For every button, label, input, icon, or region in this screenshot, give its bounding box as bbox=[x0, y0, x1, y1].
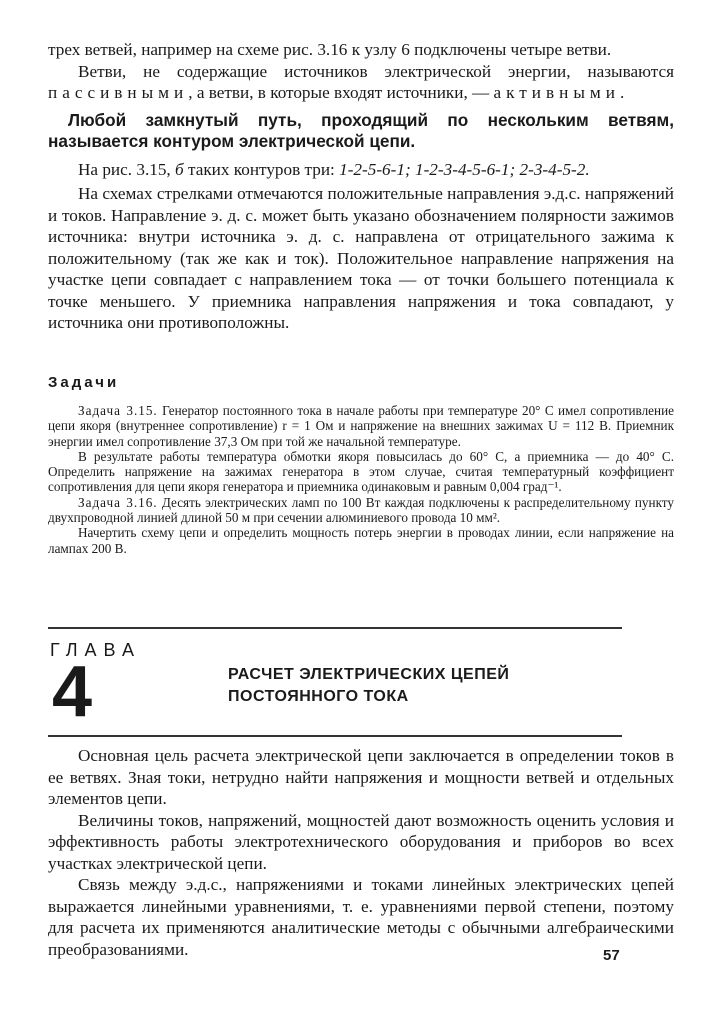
spaced-term: пассивными bbox=[48, 83, 189, 102]
paragraph: Величины токов, напряжений, мощностей дают возможность оценить условия и эффективность работы электротехнического оборудования и приборов во всех участках электрической цепи. bbox=[48, 810, 674, 873]
definition: Любой замкнутый путь, проходящий по нескольким ветвям, называется контуром электрической цепи. bbox=[48, 109, 674, 151]
text: Десять электрических ламп по 100 Вт каждая подключены к распределительному пункту двухпроводной линией длиной 50 м при сечении алюминиевого провода 10 мм². bbox=[48, 494, 674, 526]
task-label: Задача 3.16. bbox=[78, 494, 158, 510]
chapter-body bbox=[48, 745, 674, 960]
text: Генератор постоянного тока в начале работы при температуре 20° С имел сопротивление цепи якоря (внутреннее сопротивление) r = 1 Ом и напряжение на внешних зажимах U = 112 В. Приемник энергии имел сопротивление 37,3 Ом при той же начальной температуре. bbox=[48, 403, 674, 449]
paragraph: Основная цель расчета электрической цепи заключается в определении токов в ее ветвях. Зная токи, нетрудно найти напряжения и мощности ветвей и отдельных элементов цепи. bbox=[48, 746, 674, 808]
paragraph: Связь между э.д.с., напряжениями и токами линейных электрических цепей выражается линейными уравнениями, т. е. уравнениями первой степени, поэтому для расчета их применяются аналитические методы с обычными алгебраическими преобразованиями. bbox=[48, 875, 674, 959]
text: таких контуров три: bbox=[183, 159, 340, 179]
task-label: Задача 3.15. bbox=[78, 403, 158, 418]
chapter-number: 4 bbox=[52, 652, 93, 732]
paragraph: На схемах стрелками отмечаются положительные направления э.д.с. напряжений и токов. Направление э. д. с. может быть указано обозначением полярности зажимов источника: внутри источника э. д. с. направлена от отрицательного зажима к положительному (так же как и ток). Положительное направление напряжения на участке цепи совпадает с направлением тока — от точки большего потенциала к точке меньшего. У приемника направления напряжения и тока совпадают, у источника они противоположны. bbox=[48, 184, 674, 332]
chapter-title bbox=[228, 664, 509, 708]
paragraph: трех ветвей, например на схеме рис. 3.16 к узлу 6 подключены четыре ветви. bbox=[48, 40, 612, 59]
chapter-title-line: РАСЧЕТ ЭЛЕКТРИЧЕСКИХ ЦЕПЕЙ bbox=[228, 666, 510, 683]
text: . bbox=[619, 83, 625, 102]
contour-list: 1-2-5-6-1; 1-2-3-4-5-6-1; 2-3-4-5-2. bbox=[339, 159, 590, 179]
paragraph bbox=[48, 61, 674, 104]
tasks bbox=[48, 403, 674, 556]
divider bbox=[48, 627, 622, 629]
top-text bbox=[48, 39, 674, 334]
spaced-term: активными bbox=[493, 83, 620, 102]
divider bbox=[48, 735, 622, 737]
task-3-16-part2: Начертить схему цепи и определить мощность потерь энергии в проводах линии, если напряжение на лампах 200 В. bbox=[48, 525, 674, 556]
paragraph bbox=[48, 159, 674, 181]
tasks-heading-block bbox=[48, 374, 674, 392]
task-3-15 bbox=[48, 403, 674, 449]
chapter-label: ГЛАВА bbox=[50, 640, 141, 660]
text: , а ветви, в которые входят источники, — bbox=[188, 83, 494, 102]
task-3-16 bbox=[48, 495, 674, 526]
page-number: 57 bbox=[603, 947, 620, 964]
task-3-15-part2: В результате работы температура обмотки якоря повысилась до 60° С, а приемника — до 40° С. Определить напряжение на зажимах генератора в этом случае, считая температурный коэффициент сопротивления для цепи якоря генератора и приемника одинаковым и равным 0,004 град⁻¹. bbox=[48, 448, 674, 495]
text: Ветви, не содержащие источников электрической энергии, называются bbox=[78, 61, 674, 81]
text: На рис. 3.15, bbox=[78, 159, 176, 179]
tasks-heading: Задачи bbox=[48, 374, 120, 391]
text: б bbox=[175, 159, 184, 179]
chapter-title-line: ПОСТОЯННОГО ТОКА bbox=[228, 688, 409, 705]
